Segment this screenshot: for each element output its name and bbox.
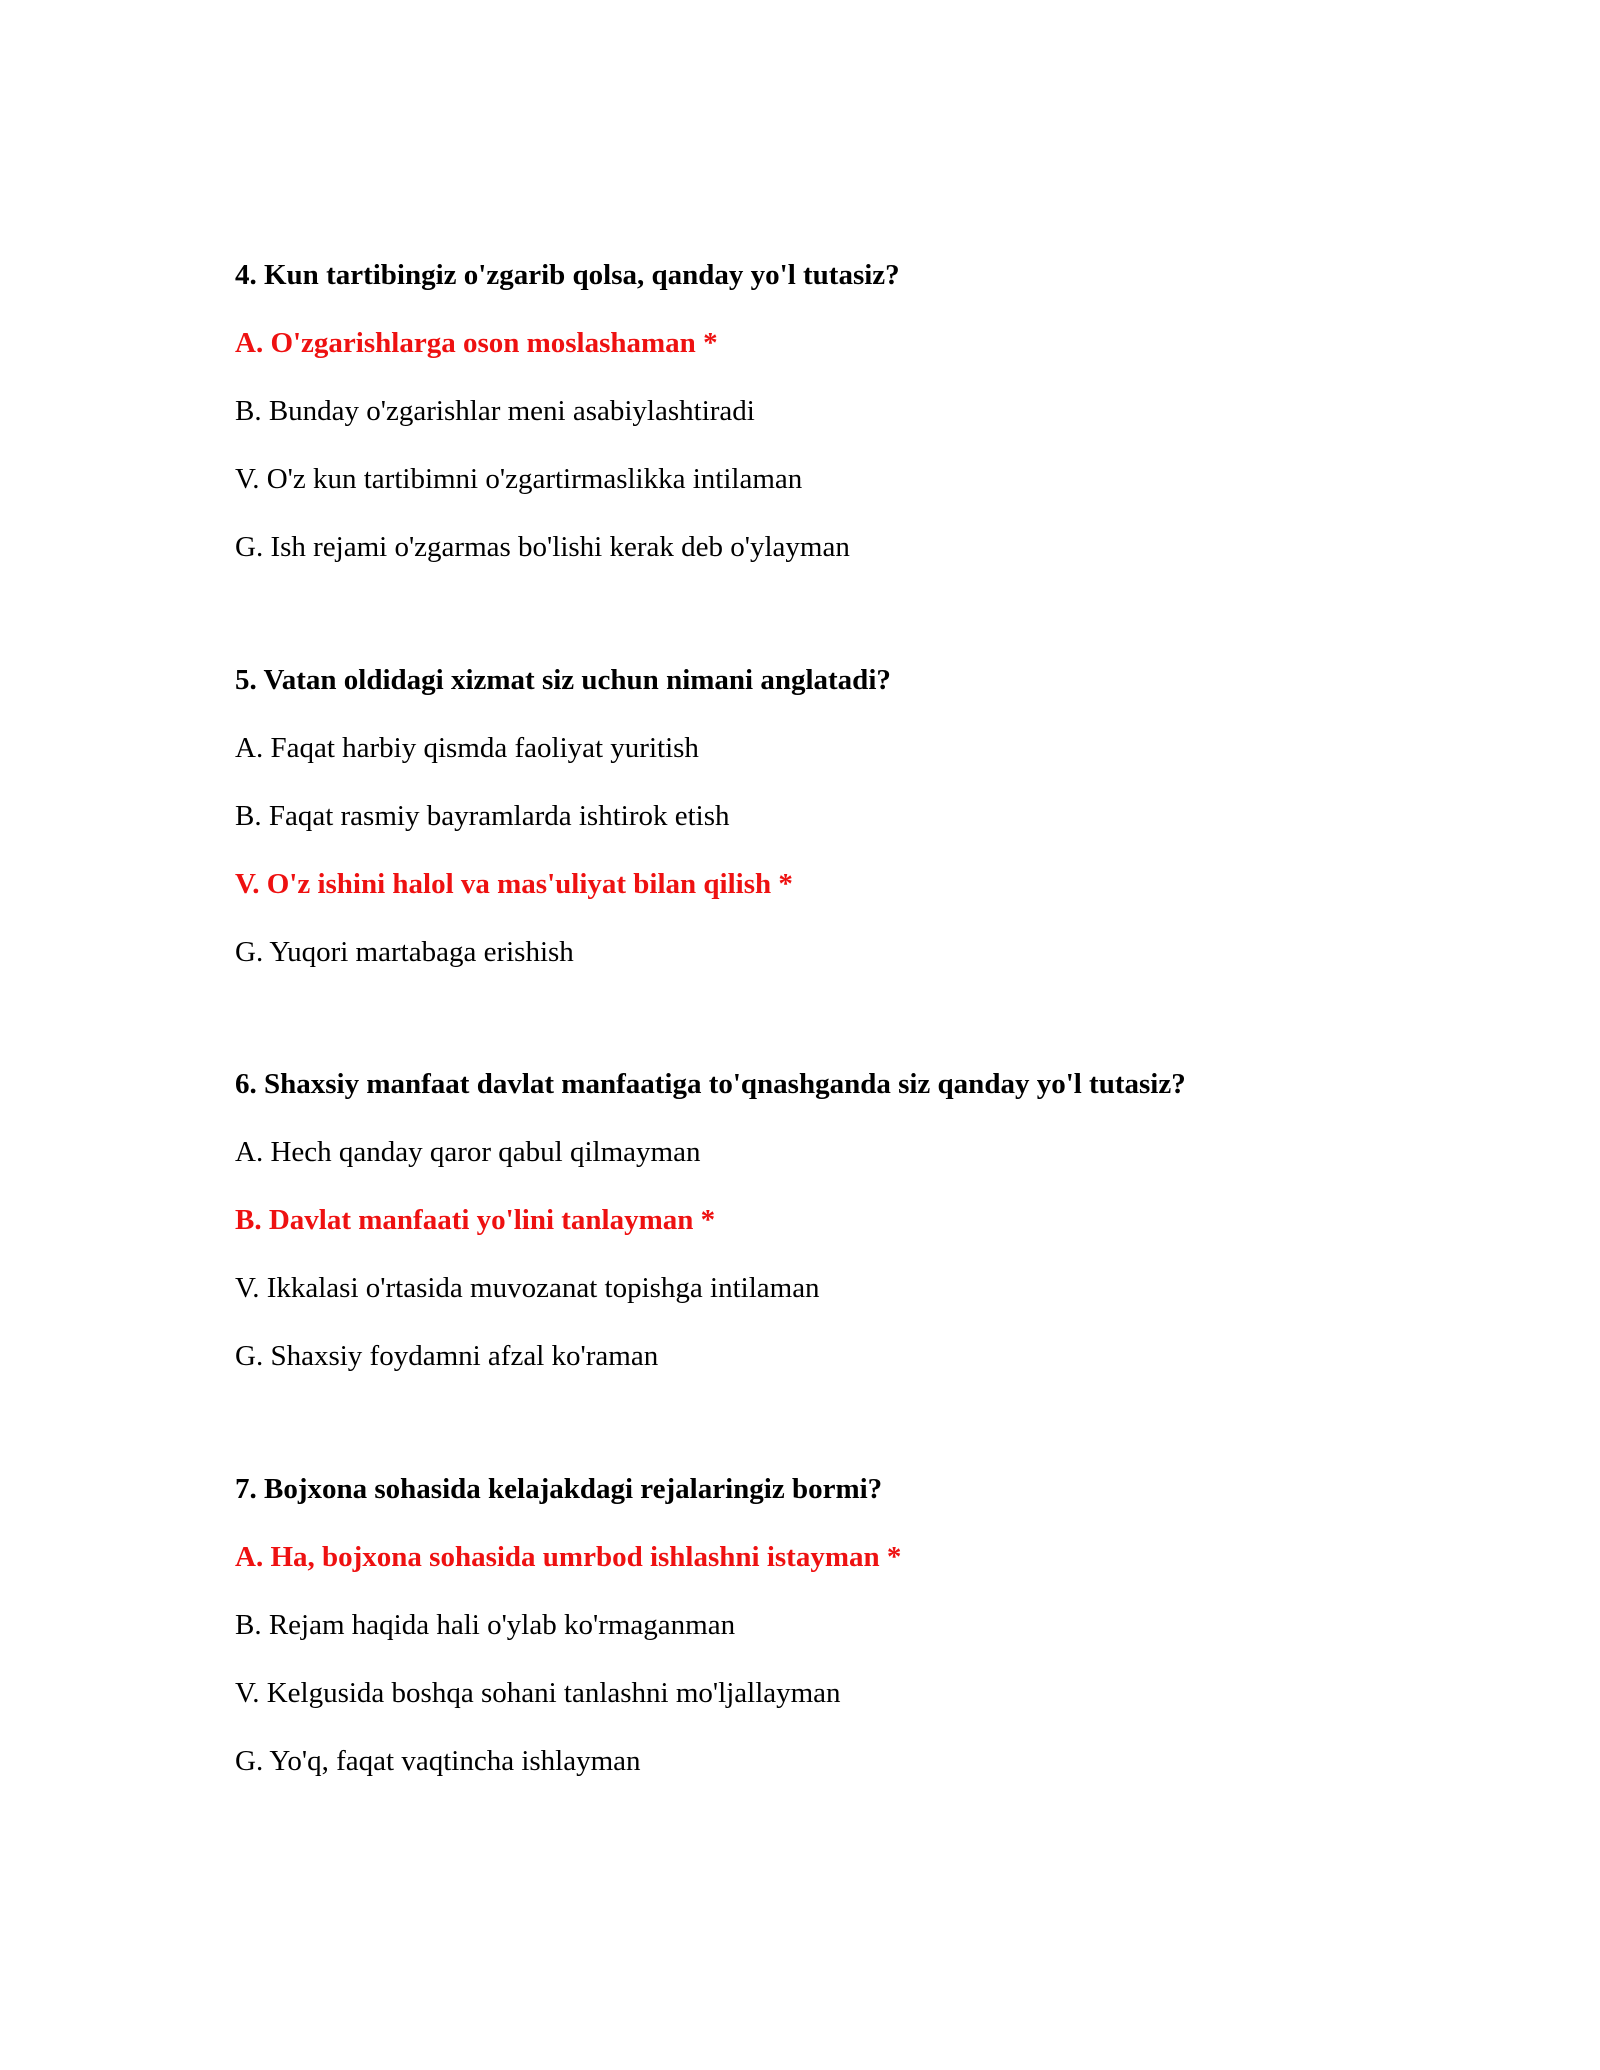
answer-option-g: G. Yuqori martabaga erishish [235,936,574,968]
answer-option-v: V. Kelgusida boshqa sohani tanlashni mo'ljallayman [235,1677,841,1709]
answer-option-v: V. O'z kun tartibimni o'zgartirmaslikka intilaman [235,463,803,495]
question-title: 4. Kun tartibingiz o'zgarib qolsa, qanday yo'l tutasiz? [235,259,900,291]
answer-option-b: B. Bunday o'zgarishlar meni asabiylashtiradi [235,395,755,427]
answer-option-a: A. Faqat harbiy qismda faoliyat yuritish [235,732,699,764]
answer-option-b: B. Faqat rasmiy bayramlarda ishtirok etish [235,800,730,832]
question-block [235,1472,1435,1812]
answer-option-g: G. Ish rejami o'zgarmas bo'lishi kerak deb o'ylayman [235,531,850,563]
answer-option-v: V. O'z ishini halol va mas'uliyat bilan qilish * [235,868,793,900]
answer-option-v: V. Ikkalasi o'rtasida muvozanat topishga intilaman [235,1272,820,1304]
answer-option-a: A. O'zgarishlarga oson moslashaman * [235,327,718,359]
question-block [235,663,1435,1003]
question-block [235,258,1435,598]
answer-option-g: G. Shaxsiy foydamni afzal ko'raman [235,1340,659,1372]
answer-option-b: B. Davlat manfaati yo'lini tanlayman * [235,1204,716,1236]
question-block [235,1067,1435,1407]
answer-option-a: A. Hech qanday qaror qabul qilmayman [235,1136,701,1168]
answer-option-b: B. Rejam haqida hali o'ylab ko'rmaganman [235,1609,736,1641]
answer-option-a: A. Ha, bojxona sohasida umrbod ishlashni istayman * [235,1541,902,1573]
question-title: 7. Bojxona sohasida kelajakdagi rejalaringiz bormi? [235,1473,883,1505]
question-title: 6. Shaxsiy manfaat davlat manfaatiga to'qnashganda siz qanday yo'l tutasiz? [235,1068,1186,1100]
answer-option-g: G. Yo'q, faqat vaqtincha ishlayman [235,1745,641,1777]
question-title: 5. Vatan oldidagi xizmat siz uchun nimani anglatadi? [235,664,891,696]
